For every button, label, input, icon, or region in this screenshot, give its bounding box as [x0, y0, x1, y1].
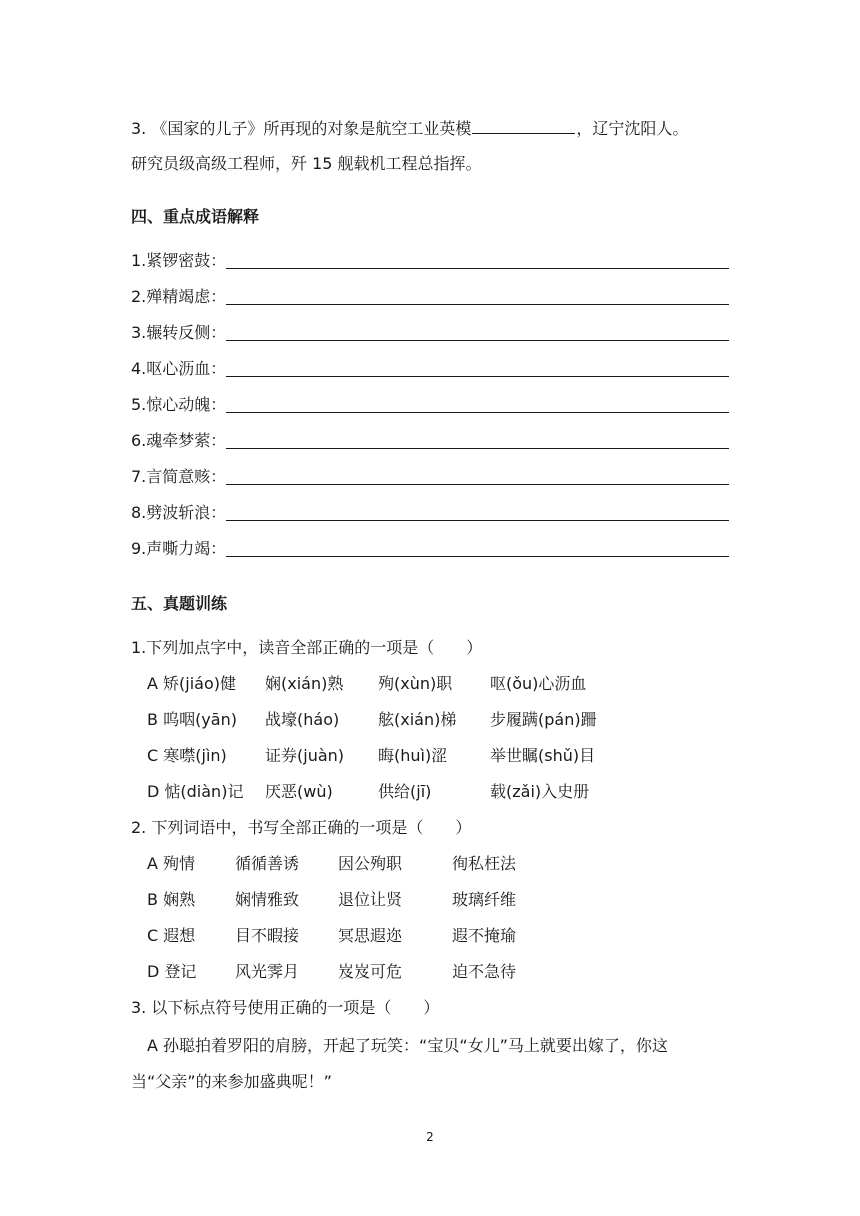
answer-line[interactable] [226, 448, 729, 449]
q1-option-b-3: 舷(xián)梯 [378, 710, 457, 729]
q3-stem: 3. 以下标点符号使用正确的一项是（ ） [131, 998, 440, 1017]
q1-option-c-1: C 寒噤(jìn) [147, 746, 227, 765]
q3-option-a-line-1: A 孙聪拍着罗阳的肩膀，开起了玩笑：“宝贝“女儿”马上就要出嫁了，你这 [147, 1036, 668, 1055]
idiom-label: 4.呕心沥血： [131, 359, 227, 378]
q2-stem: 2. 下列词语中，书写全部正确的一项是（ ） [131, 818, 472, 837]
q1-option-c-2: 证券(juàn) [265, 746, 345, 765]
q1-option-d-3: 供给(jī) [378, 782, 432, 801]
q2-option-c-2: 目不暇接 [235, 926, 300, 945]
section-4-heading: 四、重点成语解释 [131, 207, 260, 226]
q2-option-a-1: A 殉情 [147, 854, 196, 873]
q2-option-b-3: 退位让贤 [338, 890, 403, 909]
answer-line[interactable] [226, 376, 729, 377]
q3-text-part2: ，辽宁沈阳人。 [576, 119, 689, 138]
idiom-row [131, 430, 729, 452]
answer-blank[interactable] [472, 117, 575, 134]
q2-option-b-1: B 娴熟 [147, 890, 196, 909]
idiom-label: 8.劈波斩浪： [131, 503, 227, 522]
answer-line[interactable] [226, 412, 729, 413]
idiom-row [131, 502, 729, 524]
idiom-label: 1.紧锣密鼓： [131, 251, 227, 270]
q1-option-b-4: 步履蹒(pán)跚 [490, 710, 597, 729]
idiom-row [131, 250, 729, 272]
q1-option-c-3: 晦(huì)涩 [378, 746, 448, 765]
q2-option-a-3: 因公殉职 [338, 854, 403, 873]
idiom-row [131, 394, 729, 416]
q1-option-b-1: B 呜咽(yān) [147, 710, 237, 729]
q2-option-b-4: 玻璃纤维 [452, 890, 517, 909]
q2-option-d-3: 岌岌可危 [338, 962, 403, 981]
answer-line[interactable] [226, 484, 729, 485]
q1-option-d-1: D 惦(diàn)记 [147, 782, 244, 801]
q1-option-a-4: 呕(ǒu)心沥血 [490, 674, 587, 693]
q2-option-d-1: D 登记 [147, 962, 197, 981]
q3-text-part1: 3. 《国家的儿子》所再现的对象是航空工业英模 [131, 119, 472, 138]
answer-line[interactable] [226, 556, 729, 557]
q1-option-a-2: 娴(xián)熟 [265, 674, 344, 693]
q1-option-c-4: 举世瞩(shǔ)目 [490, 746, 596, 765]
idiom-row [131, 322, 729, 344]
answer-line[interactable] [226, 268, 729, 269]
idiom-label: 3.辗转反侧： [131, 323, 227, 342]
q1-option-a-3: 殉(xùn)职 [378, 674, 453, 693]
idiom-row [131, 466, 729, 488]
q3-option-a-line-2: 当“父亲”的来参加盛典呢！” [131, 1072, 332, 1091]
answer-line[interactable] [226, 340, 729, 341]
q3-line-2: 研究员级高级工程师，歼 15 舰载机工程总指挥。 [131, 154, 482, 173]
page-number: 2 [426, 1130, 434, 1144]
q2-option-a-4: 徇私枉法 [452, 854, 517, 873]
idiom-label: 7.言简意赅： [131, 467, 227, 486]
q2-option-d-2: 风光霁月 [235, 962, 300, 981]
q3-line-1 [131, 117, 688, 140]
q2-option-c-3: 冥思遐迩 [338, 926, 403, 945]
idiom-row [131, 286, 729, 308]
answer-line[interactable] [226, 304, 729, 305]
q1-option-b-2: 战壕(háo) [265, 710, 340, 729]
idiom-row [131, 538, 729, 560]
answer-line[interactable] [226, 520, 729, 521]
q2-option-c-1: C 遐想 [147, 926, 196, 945]
q1-stem: 1.下列加点字中，读音全部正确的一项是（ ） [131, 638, 483, 657]
q1-option-a-1: A 矫(jiáo)健 [147, 674, 237, 693]
q1-option-d-2: 厌恶(wù) [265, 782, 333, 801]
idiom-row [131, 358, 729, 380]
idiom-label: 2.殚精竭虑： [131, 287, 227, 306]
section-5-heading: 五、真题训练 [131, 594, 228, 613]
q2-option-a-2: 循循善诱 [235, 854, 300, 873]
idiom-label: 6.魂牵梦萦： [131, 431, 227, 450]
q2-option-c-4: 遐不掩瑜 [452, 926, 517, 945]
idiom-label: 5.惊心动魄： [131, 395, 227, 414]
q1-option-d-4: 载(zǎi)入史册 [490, 782, 590, 801]
q2-option-b-2: 娴情雅致 [235, 890, 300, 909]
idiom-label: 9.声嘶力竭： [131, 539, 227, 558]
q2-option-d-4: 迫不急待 [452, 962, 517, 981]
